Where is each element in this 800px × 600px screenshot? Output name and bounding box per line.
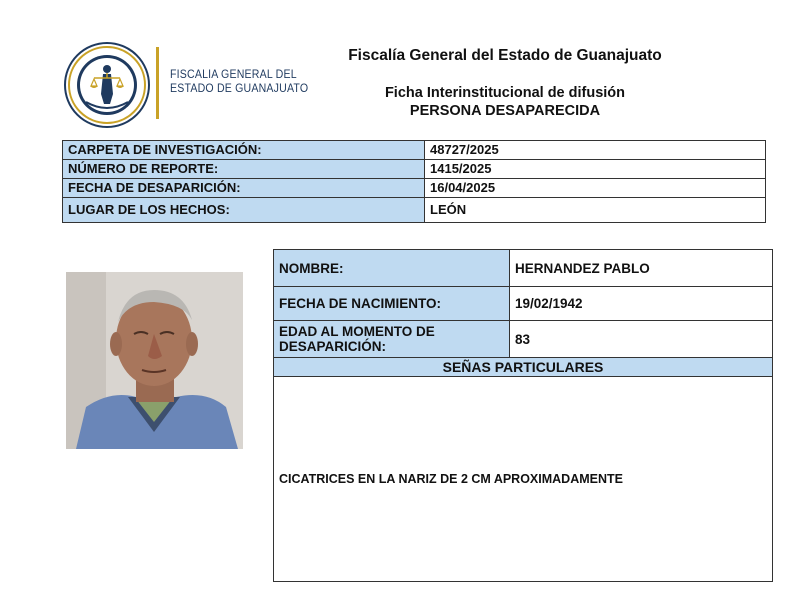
org-name-line2: ESTADO DE GUANAJUATO xyxy=(170,83,309,95)
document-title: Fiscalía General del Estado de Guanajuato xyxy=(348,47,662,64)
person-photo xyxy=(66,272,243,449)
name-label: NOMBRE: xyxy=(274,250,510,287)
case-label: NÚMERO DE REPORTE: xyxy=(63,160,425,179)
logo-divider xyxy=(156,47,159,119)
person-row-age xyxy=(274,321,773,358)
org-name-line1: FISCALIA GENERAL DEL xyxy=(170,69,297,81)
marks-header: SEÑAS PARTICULARES xyxy=(274,358,773,377)
case-value: LEÓN xyxy=(425,198,766,223)
name-value: HERNANDEZ PABLO xyxy=(510,250,773,287)
age-label: EDAD AL MOMENTO DE DESAPARICIÓN: xyxy=(274,321,510,358)
document-header xyxy=(320,47,690,119)
case-label: CARPETA DE INVESTIGACIÓN: xyxy=(63,141,425,160)
fiscalia-seal-logo xyxy=(64,42,150,128)
person-row-dob xyxy=(274,287,773,321)
case-value: 48727/2025 xyxy=(425,141,766,160)
dob-label: FECHA DE NACIMIENTO: xyxy=(274,287,510,321)
marks-description: CICATRICES EN LA NARIZ DE 2 CM APROXIMADAMENTE xyxy=(274,377,773,582)
case-value: 1415/2025 xyxy=(425,160,766,179)
case-label: FECHA DE DESAPARICIÓN: xyxy=(63,179,425,198)
case-label: LUGAR DE LOS HECHOS: xyxy=(63,198,425,223)
case-value: 16/04/2025 xyxy=(425,179,766,198)
org-name xyxy=(170,68,308,96)
dob-value: 19/02/1942 xyxy=(510,287,773,321)
case-info-table xyxy=(62,140,766,223)
case-row-fecha xyxy=(63,179,766,198)
case-row-carpeta xyxy=(63,141,766,160)
case-row-lugar xyxy=(63,198,766,223)
age-value: 83 xyxy=(510,321,773,358)
person-row-name xyxy=(274,250,773,287)
person-portrait-image xyxy=(66,272,243,449)
case-row-reporte xyxy=(63,160,766,179)
document-type: PERSONA DESAPARECIDA xyxy=(409,103,601,119)
person-info-table xyxy=(273,249,773,582)
marks-row xyxy=(274,377,773,582)
document-subtitle: Ficha Interinstitucional de difusión xyxy=(384,85,626,101)
marks-header-row xyxy=(274,358,773,377)
